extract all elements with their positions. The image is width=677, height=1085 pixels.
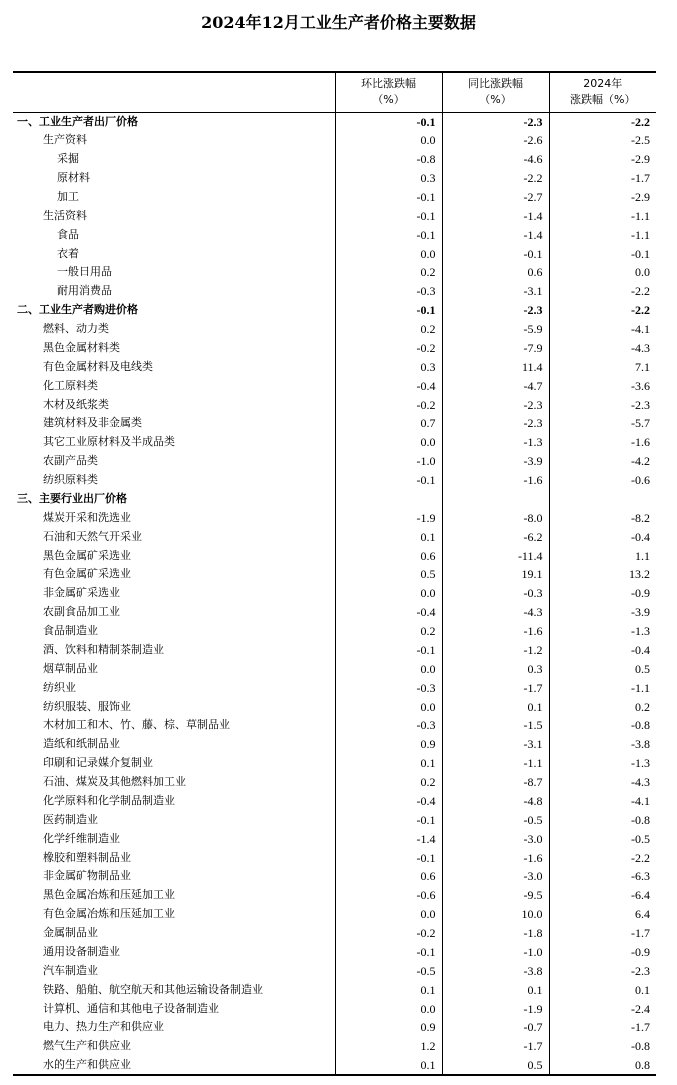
table-row bbox=[13, 810, 656, 829]
page-title: 2024年12月工业生产者价格主要数据 bbox=[201, 13, 476, 32]
row-year-value: -2.2 bbox=[549, 282, 656, 301]
row-yoy-value: -3.0 bbox=[442, 829, 549, 848]
row-name: 采掘 bbox=[57, 152, 79, 166]
row-name: 纺织业 bbox=[43, 680, 76, 694]
row-year-value: -2.2 bbox=[549, 112, 656, 131]
table-row bbox=[13, 678, 656, 697]
row-yoy-value: -5.9 bbox=[442, 320, 549, 339]
row-mom-value: 0.7 bbox=[335, 414, 442, 433]
row-year-value: -6.4 bbox=[549, 886, 656, 905]
row-mom-value: 0.0 bbox=[335, 433, 442, 452]
row-name: 一般日用品 bbox=[57, 265, 112, 279]
row-name: 农副产品类 bbox=[43, 454, 98, 468]
row-year-value: 0.5 bbox=[549, 659, 656, 678]
row-year-value: -1.1 bbox=[549, 206, 656, 225]
table-row bbox=[13, 282, 656, 301]
row-name: 加工 bbox=[57, 189, 79, 203]
row-year-value: 7.1 bbox=[549, 357, 656, 376]
row-name: 建筑材料及非金属类 bbox=[43, 416, 142, 430]
row-year-value: -2.3 bbox=[549, 395, 656, 414]
row-yoy-value: -1.5 bbox=[442, 716, 549, 735]
row-name: 原材料 bbox=[57, 171, 90, 185]
row-mom-value: -1.4 bbox=[335, 829, 442, 848]
row-yoy-value: -8.7 bbox=[442, 773, 549, 792]
table-row bbox=[13, 395, 656, 414]
row-year-value: -1.1 bbox=[549, 678, 656, 697]
row-name: 化学纤维制造业 bbox=[43, 831, 120, 845]
row-year-value: 0.8 bbox=[549, 1056, 656, 1075]
row-year-value: -1.7 bbox=[549, 169, 656, 188]
row-mom-value: 0.3 bbox=[335, 357, 442, 376]
header-year-line1: 2024年 bbox=[583, 77, 623, 91]
row-mom-value: -0.1 bbox=[335, 301, 442, 320]
row-name: 农副食品加工业 bbox=[43, 605, 120, 619]
row-mom-value: 0.1 bbox=[335, 1056, 442, 1075]
row-yoy-value: -2.3 bbox=[442, 414, 549, 433]
row-name: 生活资料 bbox=[43, 208, 87, 222]
row-mom-value: 0.9 bbox=[335, 735, 442, 754]
row-yoy-value: -4.7 bbox=[442, 376, 549, 395]
table-row bbox=[13, 150, 656, 169]
table-row bbox=[13, 716, 656, 735]
row-mom-value: -1.0 bbox=[335, 452, 442, 471]
row-mom-value: 1.2 bbox=[335, 1037, 442, 1056]
row-year-value: -2.9 bbox=[549, 150, 656, 169]
row-yoy-value: -1.4 bbox=[442, 206, 549, 225]
table-row bbox=[13, 603, 656, 622]
row-name: 燃料、动力类 bbox=[43, 322, 109, 336]
table-row bbox=[13, 829, 656, 848]
row-year-value: -3.6 bbox=[549, 376, 656, 395]
row-mom-value: 0.1 bbox=[335, 980, 442, 999]
table-row bbox=[13, 622, 656, 641]
row-year-value: -0.9 bbox=[549, 943, 656, 962]
table-row bbox=[13, 508, 656, 527]
row-year-value: -0.8 bbox=[549, 810, 656, 829]
row-name: 生产资料 bbox=[43, 133, 87, 147]
row-yoy-value: 0.6 bbox=[442, 263, 549, 282]
row-yoy-value: -1.0 bbox=[442, 943, 549, 962]
row-yoy-value: 10.0 bbox=[442, 905, 549, 924]
table-row bbox=[13, 999, 656, 1018]
table-row bbox=[13, 867, 656, 886]
row-year-value: -4.3 bbox=[549, 773, 656, 792]
row-name: 金属制品业 bbox=[43, 926, 98, 940]
row-yoy-value bbox=[442, 490, 549, 509]
row-name: 非金属矿物制品业 bbox=[43, 869, 131, 883]
row-mom-value: -0.4 bbox=[335, 376, 442, 395]
row-year-value: -1.1 bbox=[549, 225, 656, 244]
table-row bbox=[13, 414, 656, 433]
row-year-value: -0.4 bbox=[549, 641, 656, 660]
row-yoy-value: -2.2 bbox=[442, 169, 549, 188]
table-row bbox=[13, 773, 656, 792]
row-year-value: -0.8 bbox=[549, 716, 656, 735]
table-row bbox=[13, 961, 656, 980]
table-row bbox=[13, 905, 656, 924]
row-yoy-value: -6.2 bbox=[442, 527, 549, 546]
table-row bbox=[13, 490, 656, 509]
row-yoy-value: -0.3 bbox=[442, 584, 549, 603]
row-mom-value: -1.9 bbox=[335, 508, 442, 527]
row-year-value: -0.6 bbox=[549, 471, 656, 490]
row-name: 三、主要行业出厂价格 bbox=[17, 491, 127, 505]
row-yoy-value: -0.1 bbox=[442, 244, 549, 263]
row-year-value: -2.4 bbox=[549, 999, 656, 1018]
row-year-value: -2.9 bbox=[549, 188, 656, 207]
row-mom-value: -0.3 bbox=[335, 716, 442, 735]
row-yoy-value: -1.4 bbox=[442, 225, 549, 244]
row-name: 煤炭开采和洗选业 bbox=[43, 510, 131, 524]
row-mom-value: 0.0 bbox=[335, 584, 442, 603]
row-name: 通用设备制造业 bbox=[43, 944, 120, 958]
row-year-value: -1.6 bbox=[549, 433, 656, 452]
table-row bbox=[13, 792, 656, 811]
table-row bbox=[13, 735, 656, 754]
table-row bbox=[13, 320, 656, 339]
table-row bbox=[13, 169, 656, 188]
row-mom-value: -0.1 bbox=[335, 112, 442, 131]
row-year-value: -4.1 bbox=[549, 792, 656, 811]
row-mom-value: 0.2 bbox=[335, 622, 442, 641]
row-name: 酒、饮料和精制茶制造业 bbox=[43, 642, 164, 656]
row-yoy-value: -2.3 bbox=[442, 395, 549, 414]
row-year-value: 13.2 bbox=[549, 565, 656, 584]
table-row bbox=[13, 263, 656, 282]
table-row bbox=[13, 471, 656, 490]
table-row bbox=[13, 452, 656, 471]
table-row bbox=[13, 943, 656, 962]
row-mom-value: 0.2 bbox=[335, 263, 442, 282]
row-year-value: -1.7 bbox=[549, 924, 656, 943]
row-yoy-value: -1.9 bbox=[442, 999, 549, 1018]
table-row bbox=[13, 1056, 656, 1075]
row-yoy-value: -2.7 bbox=[442, 188, 549, 207]
row-name: 木材及纸浆类 bbox=[43, 397, 109, 411]
row-name: 二、工业生产者购进价格 bbox=[17, 303, 138, 317]
row-mom-value: -0.8 bbox=[335, 150, 442, 169]
row-mom-value: -0.4 bbox=[335, 792, 442, 811]
row-mom-value: -0.3 bbox=[335, 282, 442, 301]
row-mom-value: -0.1 bbox=[335, 641, 442, 660]
row-year-value: -1.7 bbox=[549, 1018, 656, 1037]
row-name: 纺织服装、服饰业 bbox=[43, 699, 131, 713]
row-name: 印刷和记录媒介复制业 bbox=[43, 756, 153, 770]
table-body bbox=[13, 112, 656, 1075]
header-mom bbox=[335, 72, 442, 112]
row-mom-value: 0.0 bbox=[335, 697, 442, 716]
row-year-value: -0.4 bbox=[549, 527, 656, 546]
row-yoy-value: -1.7 bbox=[442, 678, 549, 697]
row-name: 燃气生产和供应业 bbox=[43, 1039, 131, 1053]
table-row bbox=[13, 1018, 656, 1037]
row-year-value: -0.8 bbox=[549, 1037, 656, 1056]
row-name: 有色金属材料及电线类 bbox=[43, 359, 153, 373]
header-item bbox=[13, 72, 335, 112]
row-mom-value: 0.1 bbox=[335, 754, 442, 773]
row-mom-value: 0.3 bbox=[335, 169, 442, 188]
row-name: 一、工业生产者出厂价格 bbox=[17, 114, 138, 128]
row-yoy-value: -1.2 bbox=[442, 641, 549, 660]
row-yoy-value: -1.6 bbox=[442, 471, 549, 490]
row-mom-value: -0.1 bbox=[335, 471, 442, 490]
row-mom-value: 0.2 bbox=[335, 773, 442, 792]
header-year-line2: 涨跌幅（%） bbox=[570, 93, 636, 107]
row-year-value: -6.3 bbox=[549, 867, 656, 886]
table-row bbox=[13, 131, 656, 150]
header-mom-line1: 环比涨跌幅 bbox=[361, 77, 416, 91]
row-mom-value: 0.9 bbox=[335, 1018, 442, 1037]
table-row bbox=[13, 546, 656, 565]
row-year-value: -1.3 bbox=[549, 754, 656, 773]
row-mom-value: -0.2 bbox=[335, 395, 442, 414]
row-mom-value: -0.1 bbox=[335, 188, 442, 207]
row-mom-value: 0.5 bbox=[335, 565, 442, 584]
row-yoy-value: -1.1 bbox=[442, 754, 549, 773]
table-row bbox=[13, 206, 656, 225]
row-yoy-value: -2.6 bbox=[442, 131, 549, 150]
row-mom-value: -0.1 bbox=[335, 943, 442, 962]
row-name: 化学原料和化学制品制造业 bbox=[43, 793, 175, 807]
header-yoy bbox=[442, 72, 549, 112]
row-yoy-value: -3.8 bbox=[442, 961, 549, 980]
row-yoy-value: -1.7 bbox=[442, 1037, 549, 1056]
row-year-value: -2.5 bbox=[549, 131, 656, 150]
header-yoy-line2: （%） bbox=[479, 93, 512, 107]
row-year-value: 0.1 bbox=[549, 980, 656, 999]
row-year-value: 1.1 bbox=[549, 546, 656, 565]
row-yoy-value: -1.6 bbox=[442, 848, 549, 867]
table-row bbox=[13, 244, 656, 263]
row-mom-value: -0.2 bbox=[335, 924, 442, 943]
row-mom-value: -0.3 bbox=[335, 678, 442, 697]
table-row bbox=[13, 754, 656, 773]
row-mom-value: -0.4 bbox=[335, 603, 442, 622]
row-year-value: -4.1 bbox=[549, 320, 656, 339]
row-mom-value: -0.1 bbox=[335, 225, 442, 244]
row-year-value: -4.3 bbox=[549, 339, 656, 358]
row-year-value: -2.3 bbox=[549, 961, 656, 980]
row-year-value: 0.0 bbox=[549, 263, 656, 282]
row-name: 造纸和纸制品业 bbox=[43, 737, 120, 751]
row-mom-value: 0.0 bbox=[335, 244, 442, 263]
row-yoy-value: -9.5 bbox=[442, 886, 549, 905]
row-name: 铁路、船舶、航空航天和其他运输设备制造业 bbox=[43, 982, 263, 996]
row-yoy-value: -2.3 bbox=[442, 112, 549, 131]
row-name: 黑色金属材料类 bbox=[43, 340, 120, 354]
table-row bbox=[13, 886, 656, 905]
table-row bbox=[13, 357, 656, 376]
row-mom-value: 0.2 bbox=[335, 320, 442, 339]
row-mom-value: -0.1 bbox=[335, 810, 442, 829]
row-yoy-value: -4.8 bbox=[442, 792, 549, 811]
row-mom-value: -0.1 bbox=[335, 848, 442, 867]
row-yoy-value: -3.9 bbox=[442, 452, 549, 471]
row-name: 有色金属矿采选业 bbox=[43, 567, 131, 581]
row-name: 耐用消费品 bbox=[57, 284, 112, 298]
row-yoy-value: 19.1 bbox=[442, 565, 549, 584]
row-name: 衣着 bbox=[57, 246, 79, 260]
table-row bbox=[13, 188, 656, 207]
row-year-value: -0.9 bbox=[549, 584, 656, 603]
row-yoy-value: -7.9 bbox=[442, 339, 549, 358]
row-yoy-value: -3.1 bbox=[442, 282, 549, 301]
row-mom-value: 0.6 bbox=[335, 546, 442, 565]
row-mom-value: 0.0 bbox=[335, 659, 442, 678]
row-year-value: -1.3 bbox=[549, 622, 656, 641]
row-name: 石油和天然气开采业 bbox=[43, 529, 142, 543]
row-yoy-value: -1.8 bbox=[442, 924, 549, 943]
row-mom-value bbox=[335, 490, 442, 509]
row-name: 化工原料类 bbox=[43, 378, 98, 392]
table-row bbox=[13, 659, 656, 678]
table-row bbox=[13, 848, 656, 867]
row-yoy-value: -11.4 bbox=[442, 546, 549, 565]
row-yoy-value: 0.5 bbox=[442, 1056, 549, 1075]
row-yoy-value: 0.1 bbox=[442, 980, 549, 999]
row-yoy-value: 11.4 bbox=[442, 357, 549, 376]
row-year-value: -3.8 bbox=[549, 735, 656, 754]
header-yoy-line1: 同比涨跌幅 bbox=[468, 77, 523, 91]
row-yoy-value: -3.0 bbox=[442, 867, 549, 886]
row-name: 电力、热力生产和供应业 bbox=[43, 1020, 164, 1034]
table-row bbox=[13, 1037, 656, 1056]
row-yoy-value: 0.3 bbox=[442, 659, 549, 678]
table-header-row bbox=[13, 72, 656, 112]
row-year-value: -0.5 bbox=[549, 829, 656, 848]
table-row bbox=[13, 112, 656, 131]
row-yoy-value: -4.3 bbox=[442, 603, 549, 622]
row-name: 食品 bbox=[57, 227, 79, 241]
row-mom-value: 0.0 bbox=[335, 905, 442, 924]
row-name: 医药制造业 bbox=[43, 812, 98, 826]
row-mom-value: -0.2 bbox=[335, 339, 442, 358]
row-name: 橡胶和塑料制品业 bbox=[43, 850, 131, 864]
row-year-value: -4.2 bbox=[549, 452, 656, 471]
row-yoy-value: -0.7 bbox=[442, 1018, 549, 1037]
row-year-value: -8.2 bbox=[549, 508, 656, 527]
table-row bbox=[13, 433, 656, 452]
row-name: 汽车制造业 bbox=[43, 963, 98, 977]
price-data-table bbox=[13, 71, 656, 1076]
row-name: 非金属矿采选业 bbox=[43, 586, 120, 600]
row-name: 木材加工和木、竹、藤、棕、草制品业 bbox=[43, 718, 230, 732]
row-year-value: -2.2 bbox=[549, 848, 656, 867]
table-row bbox=[13, 225, 656, 244]
table-row bbox=[13, 584, 656, 603]
row-name: 水的生产和供应业 bbox=[13, 1056, 335, 1075]
table-row bbox=[13, 980, 656, 999]
header-mom-line2: （%） bbox=[372, 93, 405, 107]
row-mom-value: 0.1 bbox=[335, 527, 442, 546]
row-name: 石油、煤炭及其他燃料加工业 bbox=[43, 775, 186, 789]
table-row bbox=[13, 339, 656, 358]
row-year-value: 6.4 bbox=[549, 905, 656, 924]
row-year-value: 0.2 bbox=[549, 697, 656, 716]
row-year-value: -3.9 bbox=[549, 603, 656, 622]
row-yoy-value: -2.3 bbox=[442, 301, 549, 320]
row-name: 有色金属冶炼和压延加工业 bbox=[43, 907, 175, 921]
row-name: 纺织原料类 bbox=[43, 473, 98, 487]
table-row bbox=[13, 376, 656, 395]
row-mom-value: 0.6 bbox=[335, 867, 442, 886]
row-name: 黑色金属矿采选业 bbox=[43, 548, 131, 562]
table-row bbox=[13, 924, 656, 943]
row-yoy-value: -1.3 bbox=[442, 433, 549, 452]
row-name: 食品制造业 bbox=[43, 624, 98, 638]
row-yoy-value: 0.1 bbox=[442, 697, 549, 716]
row-yoy-value: -0.5 bbox=[442, 810, 549, 829]
table-row bbox=[13, 565, 656, 584]
row-yoy-value: -1.6 bbox=[442, 622, 549, 641]
table-row bbox=[13, 641, 656, 660]
table-row bbox=[13, 301, 656, 320]
row-yoy-value: -4.6 bbox=[442, 150, 549, 169]
table-row bbox=[13, 697, 656, 716]
row-mom-value: -0.5 bbox=[335, 961, 442, 980]
row-name: 烟草制品业 bbox=[43, 661, 98, 675]
row-year-value: -0.1 bbox=[549, 244, 656, 263]
row-mom-value: 0.0 bbox=[335, 131, 442, 150]
row-yoy-value: -8.0 bbox=[442, 508, 549, 527]
row-mom-value: 0.0 bbox=[335, 999, 442, 1018]
row-year-value bbox=[549, 490, 656, 509]
row-name: 黑色金属冶炼和压延加工业 bbox=[43, 888, 175, 902]
row-year-value: -2.2 bbox=[549, 301, 656, 320]
row-name: 计算机、通信和其他电子设备制造业 bbox=[43, 1001, 219, 1015]
row-name: 其它工业原材料及半成品类 bbox=[43, 435, 175, 449]
row-mom-value: -0.6 bbox=[335, 886, 442, 905]
row-year-value: -5.7 bbox=[549, 414, 656, 433]
row-mom-value: -0.1 bbox=[335, 206, 442, 225]
row-yoy-value: -3.1 bbox=[442, 735, 549, 754]
header-year bbox=[549, 72, 656, 112]
table-row bbox=[13, 527, 656, 546]
